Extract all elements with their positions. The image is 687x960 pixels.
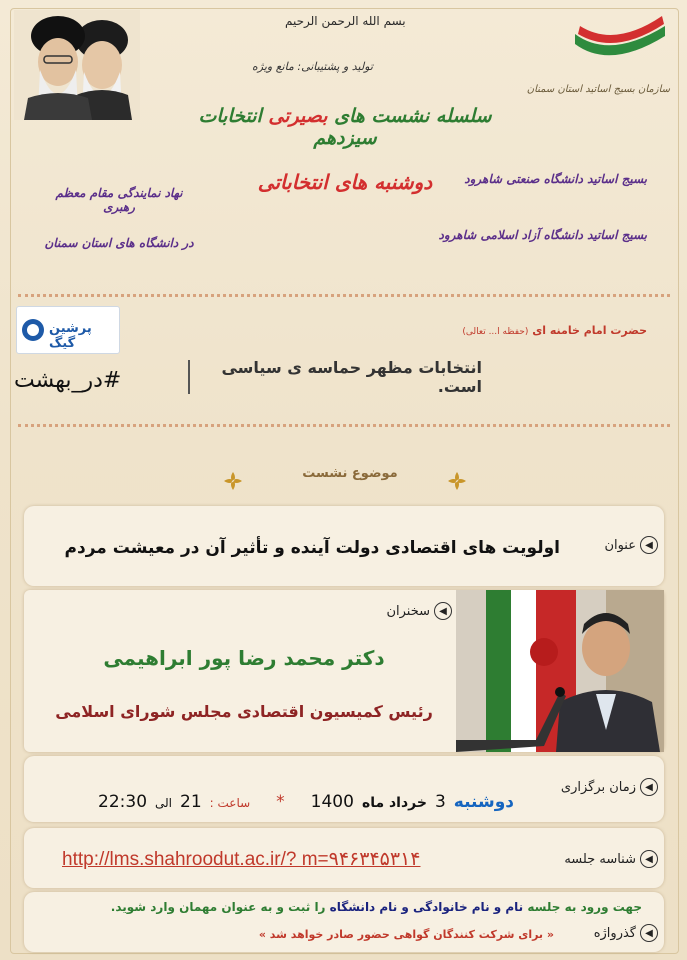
speaker-label	[386, 602, 452, 620]
quote-author-name: حضرت امام خامنه ای	[532, 324, 647, 337]
speaker-photo	[456, 590, 664, 752]
time-box	[24, 756, 664, 822]
basij-logo-icon	[570, 12, 670, 70]
title-label	[604, 536, 658, 554]
time-year: 1400	[310, 792, 354, 812]
time-until: الی	[155, 796, 173, 810]
series-title	[180, 105, 510, 149]
series-title-part3: انتخابات سیزدهم	[198, 105, 377, 149]
basij-org-name: سازمان بسیج اساتید استان سمنان	[526, 84, 670, 95]
hashtag[interactable]: #در_بهشت	[14, 368, 122, 393]
leaders-portrait-image	[14, 10, 140, 120]
org-right-1: بسیج اساتید دانشگاه صنعتی شاهرود	[464, 172, 647, 186]
chevron-left-icon: ◀	[434, 602, 452, 620]
topic-heading: موضوع نشست	[302, 466, 398, 481]
quote-author-note: (حفظه ا... تعالی)	[462, 327, 529, 337]
time-hour-label: ساعت :	[209, 796, 251, 810]
time-day: 3	[434, 792, 446, 812]
password-note	[82, 900, 642, 914]
time-start: 21	[180, 792, 202, 812]
session-box	[24, 828, 664, 888]
mondays-title: دوشنبه های انتخاباتی	[257, 170, 433, 194]
title-label-text: عنوان	[604, 537, 636, 553]
chevron-left-icon: ◀	[640, 778, 658, 796]
password-note-a: جهت ورود به جلسه	[527, 900, 642, 914]
fleur-ornament-icon	[446, 470, 468, 492]
fleur-ornament-icon	[222, 470, 244, 492]
org-left-2: در دانشگاه های استان سمنان	[44, 236, 194, 250]
org-left-1: نهاد نمایندگی مقام معظم رهبری	[55, 186, 183, 214]
time-month: خرداد ماه	[361, 795, 427, 811]
time-end: 22:30	[98, 792, 148, 812]
persiangig-logo	[16, 306, 120, 354]
password-note-b: نام و نام خانوادگی و نام دانشگاه	[329, 900, 524, 914]
session-link[interactable]: http://lms.shahroodut.ac.ir/? m=۹۴۶۳۴۵۳۱۴	[62, 849, 421, 870]
time-label	[561, 778, 658, 796]
chevron-left-icon: ◀	[640, 536, 658, 554]
series-title-part1: سلسله نشست های	[334, 105, 492, 127]
production-credit: تولید و پشتیبانی: مانع ویژه	[252, 60, 373, 73]
time-weekday: دوشنبه	[453, 792, 514, 812]
session-label-text: شناسه جلسه	[564, 851, 636, 867]
quote-author	[462, 324, 647, 337]
chevron-left-icon: ◀	[640, 850, 658, 868]
chevron-left-icon: ◀	[640, 924, 658, 942]
session-label	[564, 850, 658, 868]
bismillah: بسم الله الرحمن الرحیم	[285, 14, 406, 28]
time-label-text: زمان برگزاری	[560, 779, 636, 795]
series-title-part2: بصیرتی	[268, 105, 328, 127]
session-title: اولویت های اقتصادی دولت آینده و تأثیر آن در معیشت مردم	[64, 538, 560, 558]
quote-text: انتخابات مظهر حماسه ی سیاسی است.	[188, 360, 488, 394]
speaker-role: رئیس کمیسیون اقتصادی مجلس شورای اسلامی	[55, 702, 433, 721]
speaker-name: دکتر محمد رضا پور ابراهیمی	[103, 646, 385, 670]
password-note-c: را ثبت و به عنوان مهمان وارد شوید.	[110, 900, 326, 914]
org-right-2: بسیج اساتید دانشگاه آزاد اسلامی شاهرود	[438, 228, 647, 242]
speaker-label-text: سخنران	[386, 603, 430, 619]
title-box	[24, 506, 664, 586]
password-label-text: گذرواژه	[593, 925, 636, 941]
divider-top	[18, 294, 670, 297]
divider-bottom	[18, 424, 670, 427]
password-box	[24, 892, 664, 952]
persiangig-logo-text: پرشین گیگ	[49, 321, 92, 351]
time-separator: *	[276, 792, 285, 812]
password-label	[594, 924, 658, 942]
certificate-note: « برای شرکت کنندگان گواهی حضور صادر خواهد شد »	[258, 928, 554, 941]
time-value	[98, 792, 514, 812]
